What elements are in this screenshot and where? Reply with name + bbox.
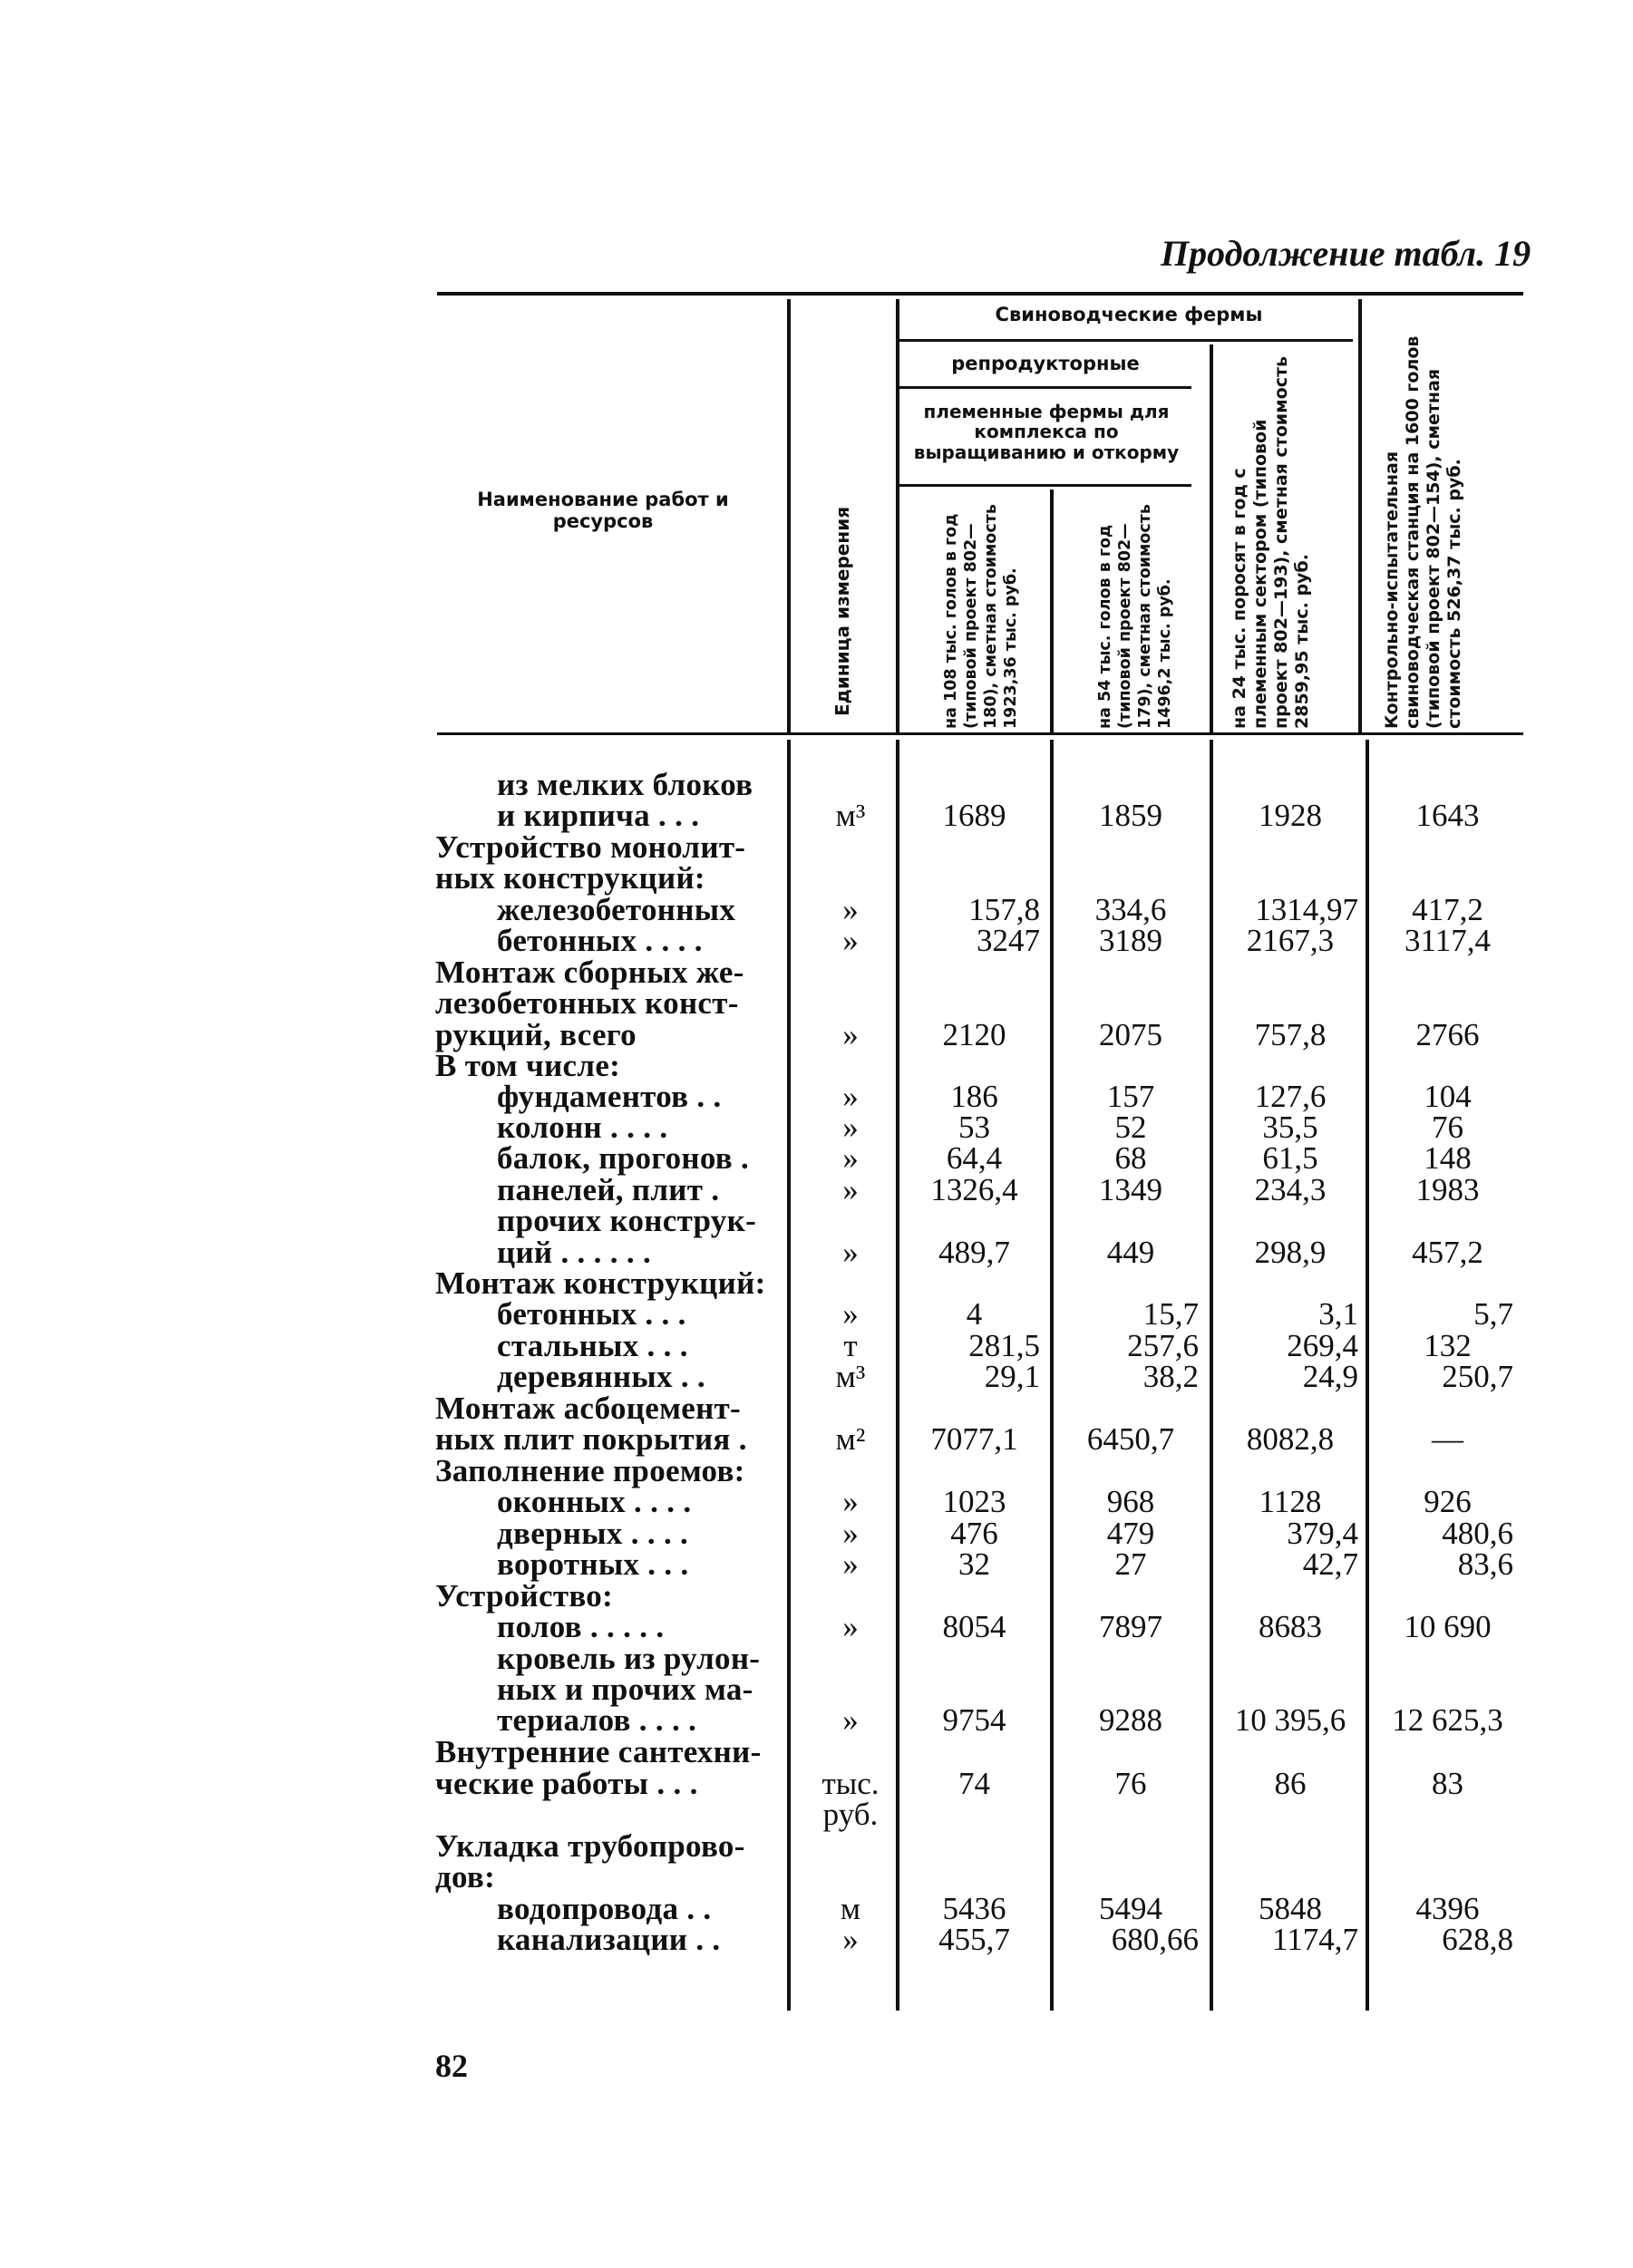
row-unit: руб.: [822, 1797, 879, 1832]
cell-col2: 157: [1106, 1079, 1155, 1114]
breeding-group-rule: [899, 484, 1191, 487]
row-label: кровель из рулон-: [497, 1641, 761, 1676]
cell-col3: 42,7: [1302, 1546, 1358, 1582]
row-label: прочих конструк-: [497, 1203, 757, 1238]
row-label: бетонных . . . .: [497, 923, 703, 958]
cell-col3: 379,4: [1287, 1516, 1358, 1551]
cell-col4: 3117,4: [1405, 923, 1491, 958]
cell-col3: 61,5: [1262, 1140, 1318, 1176]
cell-col2: 6450,7: [1086, 1421, 1175, 1457]
cell-col4: 926: [1424, 1484, 1472, 1519]
cell-col4: 417,2: [1412, 892, 1483, 927]
cell-col4: 12 625,3: [1392, 1702, 1503, 1738]
body-vrule-1: [787, 740, 791, 2011]
row-label: В том числе:: [435, 1048, 621, 1083]
page-number: 82: [435, 2048, 468, 2084]
cell-col3: 3,1: [1318, 1296, 1358, 1332]
header-col2: на 54 тыс. голов в год (типовой проект 802—179), сметная стоимость 1496,2 тыс. руб.: [1096, 504, 1174, 729]
row-unit: »: [842, 1516, 859, 1551]
cell-col4: 1643: [1415, 798, 1480, 833]
cell-col4: 4396: [1415, 1891, 1480, 1926]
cell-col1: 29,1: [984, 1359, 1040, 1394]
row-unit: »: [842, 1296, 859, 1332]
row-unit: »: [842, 1609, 859, 1644]
cell-col4: —: [1432, 1421, 1463, 1457]
cell-col1: 5436: [942, 1891, 1006, 1926]
header-col1: на 108 тыс. голов в год (типовой проект 802—180), сметная стоимость 1923,36 тыс. руб.: [942, 504, 1020, 729]
cell-col2: 3189: [1099, 923, 1162, 958]
header-vrule-4: [1210, 344, 1213, 734]
row-label: деревянных . .: [497, 1359, 705, 1394]
cell-col2: 968: [1106, 1484, 1155, 1519]
cell-col2: 1349: [1099, 1172, 1162, 1207]
row-label: канализации . .: [497, 1922, 721, 1957]
header-reproductive: репродукторные: [951, 353, 1140, 374]
cell-col2: 2075: [1099, 1017, 1162, 1052]
cell-col1: 9754: [942, 1702, 1006, 1738]
cell-col4: 83: [1432, 1766, 1463, 1801]
cell-col4: 148: [1424, 1140, 1472, 1176]
row-unit: »: [842, 1172, 859, 1207]
cell-col3: 269,4: [1287, 1328, 1358, 1363]
row-unit: тыс.: [821, 1766, 880, 1801]
cell-col3: 757,8: [1254, 1017, 1327, 1052]
cell-col2: 334,6: [1094, 892, 1167, 927]
cell-col2: 68: [1114, 1140, 1147, 1176]
cell-col3: 8683: [1259, 1609, 1322, 1644]
row-label: дов:: [435, 1859, 496, 1895]
cell-col1: 4: [966, 1296, 983, 1332]
row-label: стальных . . .: [497, 1328, 688, 1363]
cell-col1: 74: [958, 1766, 990, 1801]
header-unit: Единица измерения: [831, 506, 853, 716]
row-label: ных плит покрытия .: [435, 1421, 747, 1457]
cell-col3: 35,5: [1262, 1110, 1318, 1145]
row-label: водопровода . .: [497, 1891, 712, 1926]
row-unit: »: [842, 1702, 859, 1738]
row-unit: »: [842, 1140, 859, 1176]
row-unit: »: [842, 1235, 859, 1270]
row-label: Монтаж сборных же-: [435, 955, 744, 990]
cell-col2: 15,7: [1142, 1296, 1199, 1332]
cell-col1: 489,7: [938, 1235, 1010, 1270]
cell-col4: 1983: [1415, 1172, 1480, 1207]
header-name: Наименование работ и ресурсов: [477, 489, 729, 532]
row-label: бетонных . . .: [497, 1296, 686, 1332]
row-unit: т: [843, 1328, 858, 1363]
cell-col2: 52: [1114, 1110, 1147, 1145]
cell-col4: 480,6: [1442, 1516, 1513, 1551]
cell-col3: 10 395,6: [1234, 1702, 1346, 1738]
header-vrule-3: [1050, 489, 1054, 734]
header-vrule-1: [787, 299, 791, 734]
row-label: колонн . . . .: [497, 1110, 668, 1145]
cell-col4: 10 690: [1404, 1609, 1492, 1644]
header-col4: Контрольно-испытательная свиноводческая станция на 1600 голов (типовой проект 802—154), сметная стоимость 526,37 тыс. руб.: [1382, 335, 1464, 729]
row-label: дверных . . . .: [497, 1516, 689, 1551]
row-label: Заполнение проемов:: [435, 1453, 745, 1488]
cell-col3: 1928: [1259, 798, 1322, 833]
row-label: рукций, всего: [435, 1017, 637, 1052]
cell-col3: 5848: [1259, 1891, 1322, 1926]
row-label: Укладка трубопрово-: [435, 1828, 745, 1864]
row-label: ческие работы . . .: [435, 1766, 698, 1801]
cell-col2: 1859: [1099, 798, 1162, 833]
cell-col1: 476: [950, 1516, 998, 1551]
cell-col1: 281,5: [968, 1328, 1040, 1363]
cell-col1: 64,4: [946, 1140, 1003, 1176]
row-label: ций . . . . . .: [497, 1235, 651, 1270]
row-unit: м³: [835, 798, 866, 833]
cell-col4: 83,6: [1457, 1546, 1513, 1582]
cell-col2: 9288: [1099, 1702, 1162, 1738]
pig-group-rule: [899, 339, 1353, 342]
row-unit: »: [842, 892, 859, 927]
repro-group-rule: [899, 386, 1191, 389]
cell-col2: 479: [1106, 1516, 1155, 1551]
cell-col2: 257,6: [1127, 1328, 1199, 1363]
cell-col3: 1314,97: [1255, 892, 1358, 927]
cell-col4: 457,2: [1412, 1235, 1483, 1270]
row-unit: м³: [835, 1359, 866, 1394]
header-breeding-farms: племенные фермы для комплекса по выращиванию и откорму: [913, 401, 1180, 463]
header-vrule-2: [896, 299, 899, 734]
row-unit: »: [842, 1079, 859, 1114]
table-top-rule: [437, 292, 1523, 296]
header-col3: на 24 тыс. поросят в год с племенным сектором (типовой проект 802—193), сметная стоимость 2859,95 тыс. руб.: [1230, 356, 1312, 729]
cell-col2: 7897: [1099, 1609, 1162, 1644]
cell-col1: 32: [958, 1546, 990, 1582]
cell-col4: 2766: [1415, 1017, 1480, 1052]
cell-col1: 8054: [942, 1609, 1006, 1644]
row-label: лезобетонных конст-: [435, 985, 739, 1021]
row-label: Монтаж конструкций:: [435, 1265, 766, 1301]
row-label: ных конструкций:: [435, 860, 705, 896]
row-unit: »: [842, 1484, 859, 1519]
row-label: териалов . . . .: [497, 1702, 697, 1738]
row-unit: »: [842, 1017, 859, 1052]
table-caption: Продолжение табл. 19: [1161, 233, 1531, 274]
cell-col4: 132: [1424, 1328, 1472, 1363]
cell-col2: 27: [1114, 1546, 1147, 1582]
row-label: полов . . . . .: [497, 1609, 665, 1644]
cell-col1: 157,8: [968, 892, 1040, 927]
cell-col4: 5,7: [1473, 1296, 1513, 1332]
row-label: Устройство монолит-: [435, 829, 746, 865]
header-vrule-5: [1358, 299, 1362, 734]
row-label: железобетонных: [497, 892, 736, 927]
row-unit: »: [842, 1546, 859, 1582]
header-pig-farms: Свиноводческие фермы: [995, 304, 1263, 325]
row-label: ных и прочих ма-: [497, 1672, 753, 1707]
cell-col2: 76: [1114, 1766, 1147, 1801]
cell-col1: 53: [958, 1110, 990, 1145]
cell-col3: 2167,3: [1246, 923, 1335, 958]
cell-col3: 86: [1274, 1766, 1307, 1801]
row-label: оконных . . . .: [497, 1484, 692, 1519]
row-label: фундаментов . .: [497, 1079, 722, 1114]
row-label: балок, прогонов .: [497, 1140, 750, 1176]
cell-col3: 298,9: [1254, 1235, 1327, 1270]
cell-col1: 3247: [977, 923, 1040, 958]
cell-col1: 1326,4: [930, 1172, 1018, 1207]
cell-col3: 234,3: [1254, 1172, 1327, 1207]
cell-col4: 76: [1432, 1110, 1463, 1145]
cell-col3: 1128: [1259, 1484, 1322, 1519]
row-unit: »: [842, 1922, 859, 1957]
cell-col1: 186: [950, 1079, 998, 1114]
row-label: панелей, плит .: [497, 1172, 720, 1207]
cell-col1: 2120: [942, 1017, 1006, 1052]
row-unit: м: [840, 1891, 861, 1926]
cell-col4: 628,8: [1442, 1922, 1513, 1957]
row-label: Внутренние сантехни-: [435, 1734, 762, 1769]
row-unit: »: [842, 1110, 859, 1145]
row-label: Монтаж асбоцемент-: [435, 1391, 741, 1426]
cell-col3: 24,9: [1302, 1359, 1358, 1394]
cell-col2: 449: [1106, 1235, 1155, 1270]
row-label: и кирпича . . .: [497, 798, 700, 833]
cell-col2: 5494: [1099, 1891, 1162, 1926]
cell-col2: 680,66: [1111, 1922, 1199, 1957]
cell-col1: 1689: [942, 798, 1006, 833]
cell-col3: 127,6: [1254, 1079, 1327, 1114]
row-unit: »: [842, 923, 859, 958]
cell-col1: 455,7: [938, 1922, 1010, 1957]
row-unit: м²: [835, 1421, 866, 1457]
cell-col4: 104: [1424, 1079, 1472, 1114]
cell-col3: 1174,7: [1272, 1922, 1358, 1957]
cell-col4: 250,7: [1442, 1359, 1513, 1394]
cell-col2: 38,2: [1142, 1359, 1199, 1394]
cell-col3: 8082,8: [1246, 1421, 1335, 1457]
cell-col1: 7077,1: [930, 1421, 1018, 1457]
cell-col1: 1023: [942, 1484, 1006, 1519]
row-label: воротных . . .: [497, 1546, 689, 1582]
row-label: из мелких блоков: [497, 767, 753, 802]
row-label: Устройство:: [435, 1578, 614, 1614]
